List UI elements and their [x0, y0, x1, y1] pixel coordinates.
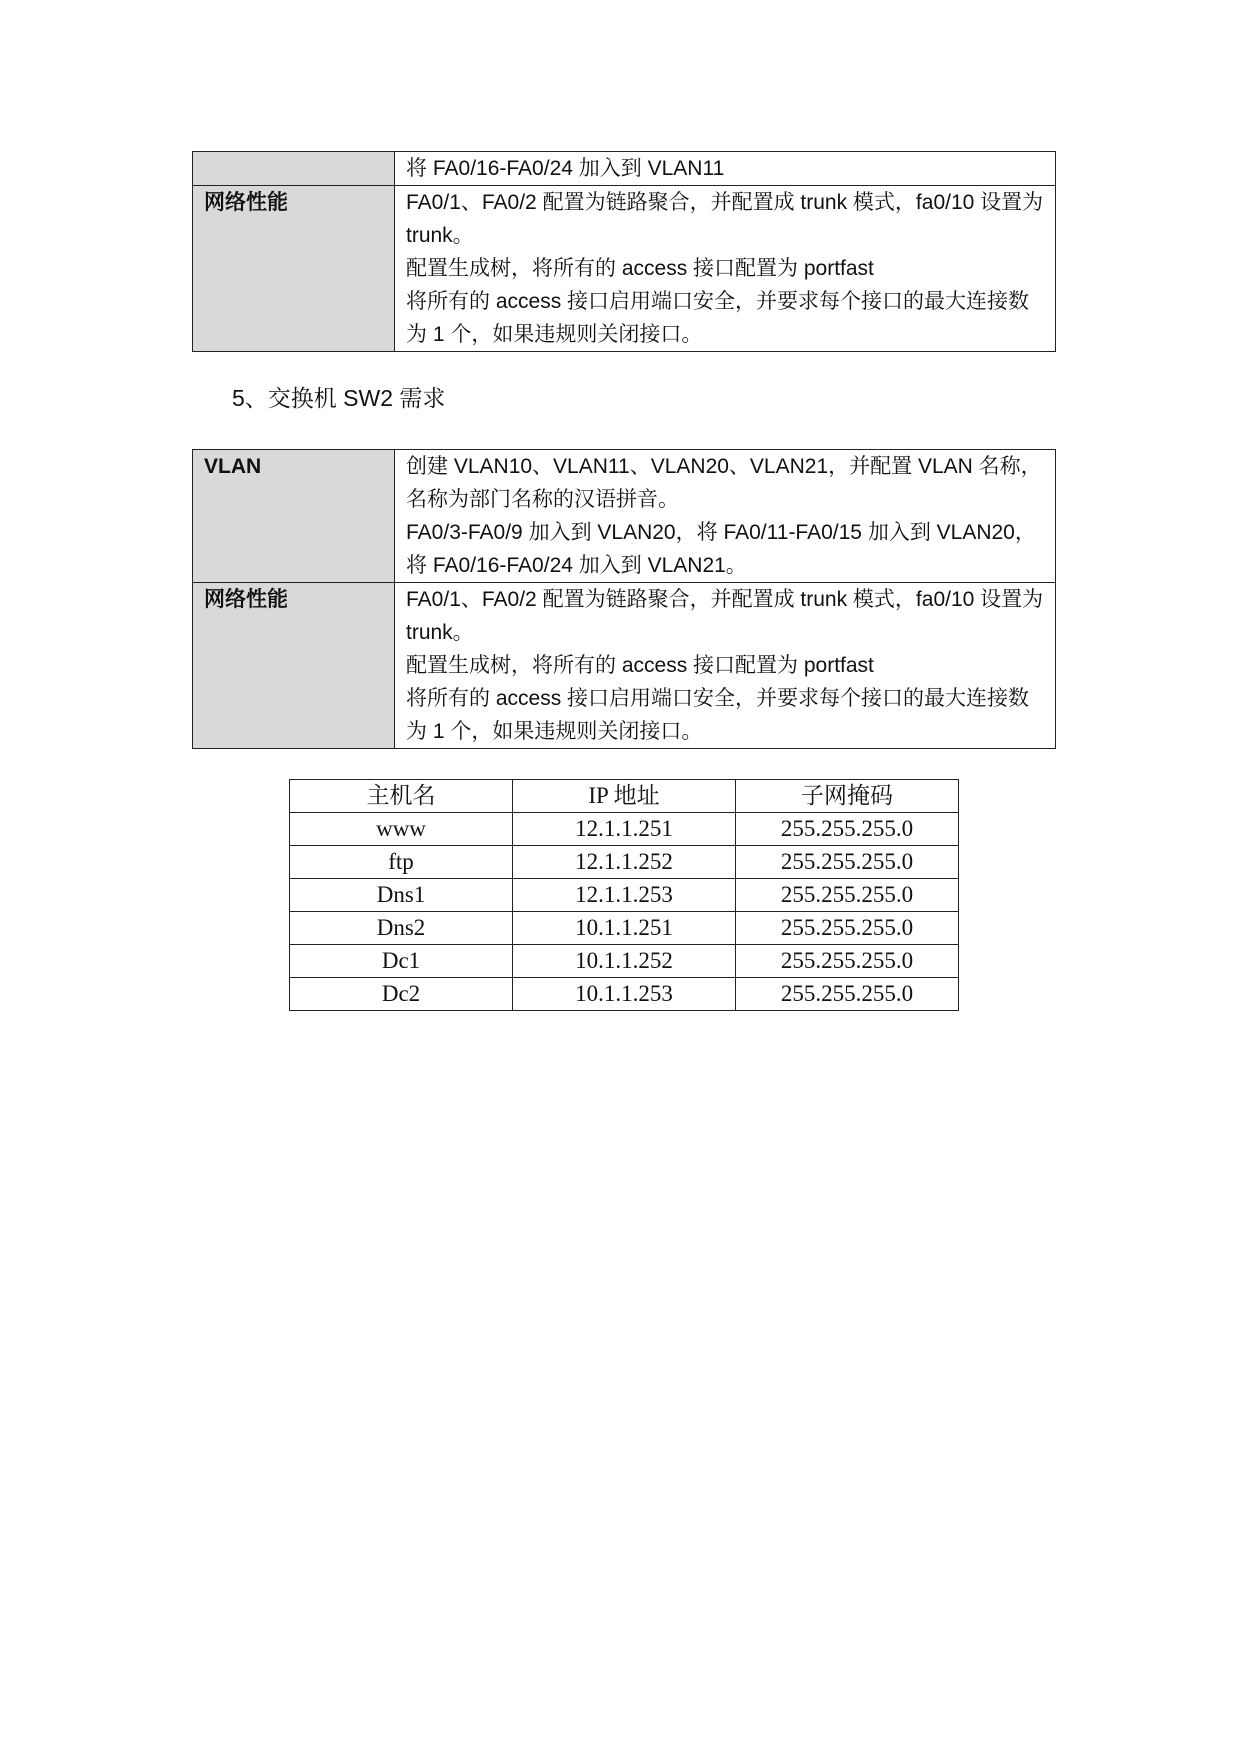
- table-row: [193, 186, 1056, 352]
- mask-cell: 255.255.255.0: [736, 945, 959, 978]
- row-label: 网络性能: [193, 583, 395, 749]
- mask-cell: 255.255.255.0: [736, 879, 959, 912]
- row-label: 网络性能: [193, 186, 395, 352]
- table-row: [290, 813, 959, 846]
- row-content: [395, 583, 1056, 749]
- table-row: [193, 450, 1056, 583]
- mask-cell: 255.255.255.0: [736, 912, 959, 945]
- mask-cell: 255.255.255.0: [736, 978, 959, 1011]
- ip-cell: 12.1.1.252: [513, 846, 736, 879]
- row-content: [395, 152, 1056, 186]
- hostname-cell: Dc2: [290, 978, 513, 1011]
- ip-cell: 10.1.1.251: [513, 912, 736, 945]
- column-header-ip: IP 地址: [513, 780, 736, 813]
- content-line: FA0/1、FA0/2 配置为链路聚合，并配置成 trunk 模式，fa0/10 设置为 trunk。: [406, 588, 1044, 644]
- table-row: [290, 945, 959, 978]
- table-row: [193, 152, 1056, 186]
- content-line: 创建 VLAN10、VLAN11、VLAN20、VLAN21，并配置 VLAN 名称，名称为部门名称的汉语拼音。: [406, 455, 1042, 511]
- row-label: [193, 152, 395, 186]
- content-line: FA0/3-FA0/9 加入到 VLAN20，将 FA0/11-FA0/15 加入到 VLAN20，将 FA0/16-FA0/24 加入到 VLAN21。: [406, 521, 1036, 577]
- host-address-table: [289, 779, 959, 1011]
- column-header-hostname: 主机名: [290, 780, 513, 813]
- sw2-requirements-table: [192, 449, 1056, 749]
- hostname-cell: Dns2: [290, 912, 513, 945]
- ip-cell: 10.1.1.253: [513, 978, 736, 1011]
- column-header-mask: 子网掩码: [736, 780, 959, 813]
- table-row: [290, 879, 959, 912]
- content-line: 将所有的 access 接口启用端口安全，并要求每个接口的最大连接数为 1 个，如果违规则关闭接口。: [406, 290, 1030, 346]
- row-label: VLAN: [193, 450, 395, 583]
- content-line: 将 FA0/16-FA0/24 加入到 VLAN11: [406, 157, 725, 180]
- table-row: [290, 912, 959, 945]
- table-header-row: [290, 780, 959, 813]
- mask-cell: 255.255.255.0: [736, 846, 959, 879]
- sw1-requirements-table: [192, 151, 1056, 352]
- ip-cell: 10.1.1.252: [513, 945, 736, 978]
- section-heading: 5、交换机 SW2 需求: [232, 385, 446, 411]
- mask-cell: 255.255.255.0: [736, 813, 959, 846]
- content-line: 配置生成树，将所有的 access 接口配置为 portfast: [406, 257, 874, 280]
- hostname-cell: Dc1: [290, 945, 513, 978]
- table-row: [290, 846, 959, 879]
- table-row: [193, 583, 1056, 749]
- hostname-cell: Dns1: [290, 879, 513, 912]
- hostname-cell: www: [290, 813, 513, 846]
- content-line: 将所有的 access 接口启用端口安全，并要求每个接口的最大连接数为 1 个，如果违规则关闭接口。: [406, 687, 1030, 743]
- row-content: [395, 450, 1056, 583]
- ip-cell: 12.1.1.251: [513, 813, 736, 846]
- content-line: 配置生成树，将所有的 access 接口配置为 portfast: [406, 654, 874, 677]
- table-row: [290, 978, 959, 1011]
- hostname-cell: ftp: [290, 846, 513, 879]
- content-line: FA0/1、FA0/2 配置为链路聚合，并配置成 trunk 模式，fa0/10 设置为 trunk。: [406, 191, 1044, 247]
- row-content: [395, 186, 1056, 352]
- ip-cell: 12.1.1.253: [513, 879, 736, 912]
